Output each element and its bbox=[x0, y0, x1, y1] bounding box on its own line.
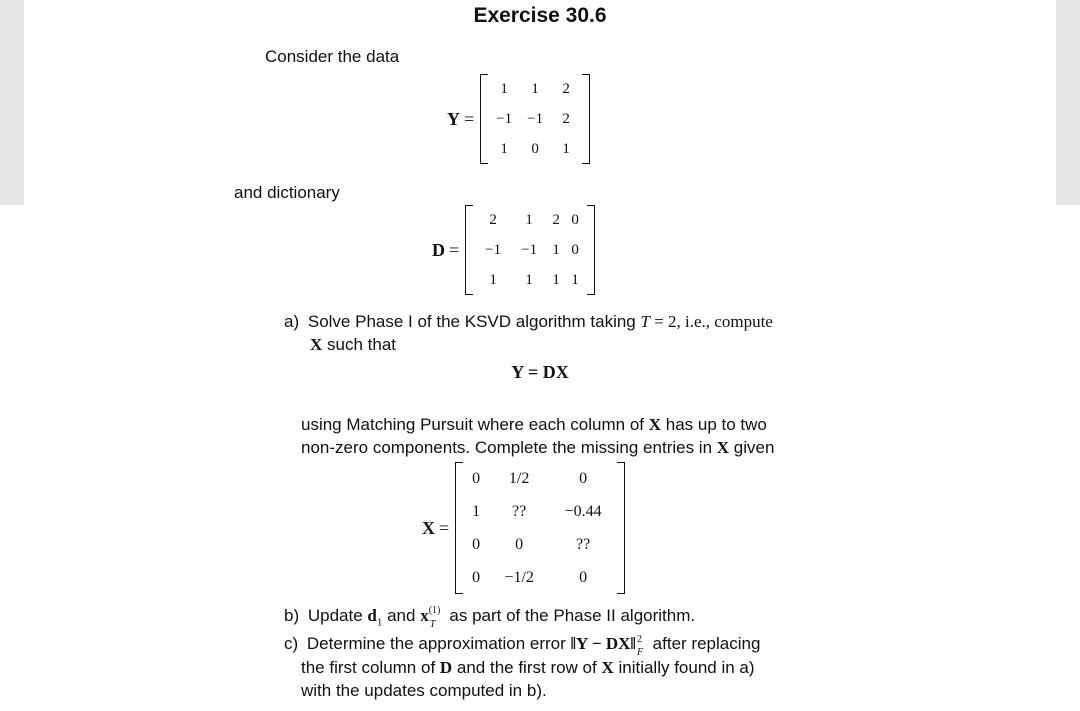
matrix-d-cell: 1 bbox=[525, 271, 533, 288]
matrix-y-equation bbox=[447, 74, 590, 164]
part-a-marker: a) bbox=[284, 312, 300, 331]
matrix-d-equation bbox=[432, 205, 595, 295]
matrix-y-cell: 2 bbox=[562, 80, 570, 97]
matrix-y-cell: 1 bbox=[562, 140, 570, 157]
matrix-y-label: Y = bbox=[447, 108, 475, 129]
matrix-x-cell: 0 bbox=[472, 535, 481, 553]
matrix-d-cell: 2 bbox=[489, 211, 497, 228]
matrix-d-cell: −1 bbox=[485, 241, 502, 258]
matrix-d-cell: −1 bbox=[521, 241, 538, 258]
matrix-d-label: D = bbox=[432, 239, 460, 260]
matrix-y-cell: 1 bbox=[500, 140, 508, 157]
matrix-x-cell: 0 bbox=[579, 469, 588, 487]
matrix-y-cell: 1 bbox=[500, 80, 508, 97]
matrix-x-cell: 1/2 bbox=[508, 469, 530, 487]
matrix-d-cell: 0 bbox=[571, 211, 579, 228]
matrix-x-cell: 0 bbox=[579, 568, 588, 586]
matrix-y bbox=[480, 74, 590, 164]
matrix-d bbox=[465, 205, 595, 295]
part-b-line: b) Update $d_1$ and x (1) T as part of the Phase II algorithm. bbox=[284, 605, 696, 630]
and-dictionary-text: and dictionary bbox=[234, 183, 340, 202]
matrix-x-cell: 0 bbox=[472, 469, 481, 487]
matrix-y-cell: 2 bbox=[562, 110, 570, 127]
matrix-x bbox=[455, 462, 625, 594]
left-margin-bar bbox=[0, 0, 24, 205]
matrix-x-equation bbox=[422, 462, 625, 594]
part-c-line1: c) Determine the approximation error ‖Y − DX‖ 2 F after replacing bbox=[284, 634, 761, 658]
part-a-line3: using Matching Pursuit where each column of X has up to two bbox=[301, 415, 767, 434]
matrix-y-cell: −1 bbox=[496, 110, 513, 127]
part-a-line2: X such that bbox=[310, 335, 396, 354]
matrix-x-cell: −1/2 bbox=[504, 568, 534, 586]
equation-y-dx: Y = DX bbox=[511, 362, 569, 382]
matrix-x-cell: 0 bbox=[472, 568, 481, 586]
matrix-x-cell: 0 bbox=[515, 535, 524, 553]
matrix-d-cell: 1 bbox=[552, 271, 560, 288]
matrix-x-cell: −0.44 bbox=[564, 502, 602, 520]
matrix-y-cell: 0 bbox=[531, 140, 539, 157]
consider-text: Consider the data bbox=[265, 47, 400, 66]
matrix-x-cell: ?? bbox=[512, 502, 527, 520]
part-c-line2: the first column of D and the first row of X initially found in a) bbox=[301, 658, 755, 677]
matrix-d-cell: 1 bbox=[571, 271, 579, 288]
right-margin-bar bbox=[1056, 0, 1080, 205]
matrix-y-cell: −1 bbox=[527, 110, 544, 127]
matrix-x-label: X = bbox=[422, 517, 450, 538]
matrix-x-cell: 1 bbox=[472, 502, 481, 520]
matrix-x-cell: ?? bbox=[576, 535, 591, 553]
matrix-d-cell: 0 bbox=[571, 241, 579, 258]
matrix-d-cell: 1 bbox=[489, 271, 497, 288]
part-a-line4: non-zero components. Complete the missing entries in X given bbox=[301, 438, 775, 457]
matrix-d-cell: 1 bbox=[552, 241, 560, 258]
matrix-d-cell: 2 bbox=[552, 211, 560, 228]
part-a-line1: a) Solve Phase I of the KSVD algorithm taking T = 2, i.e., compute bbox=[284, 312, 773, 331]
part-c-line3: with the updates computed in b). bbox=[301, 681, 547, 700]
exercise-title: Exercise 30.6 bbox=[473, 4, 607, 27]
matrix-d-cell: 1 bbox=[525, 211, 533, 228]
matrix-y-cell: 1 bbox=[531, 80, 539, 97]
